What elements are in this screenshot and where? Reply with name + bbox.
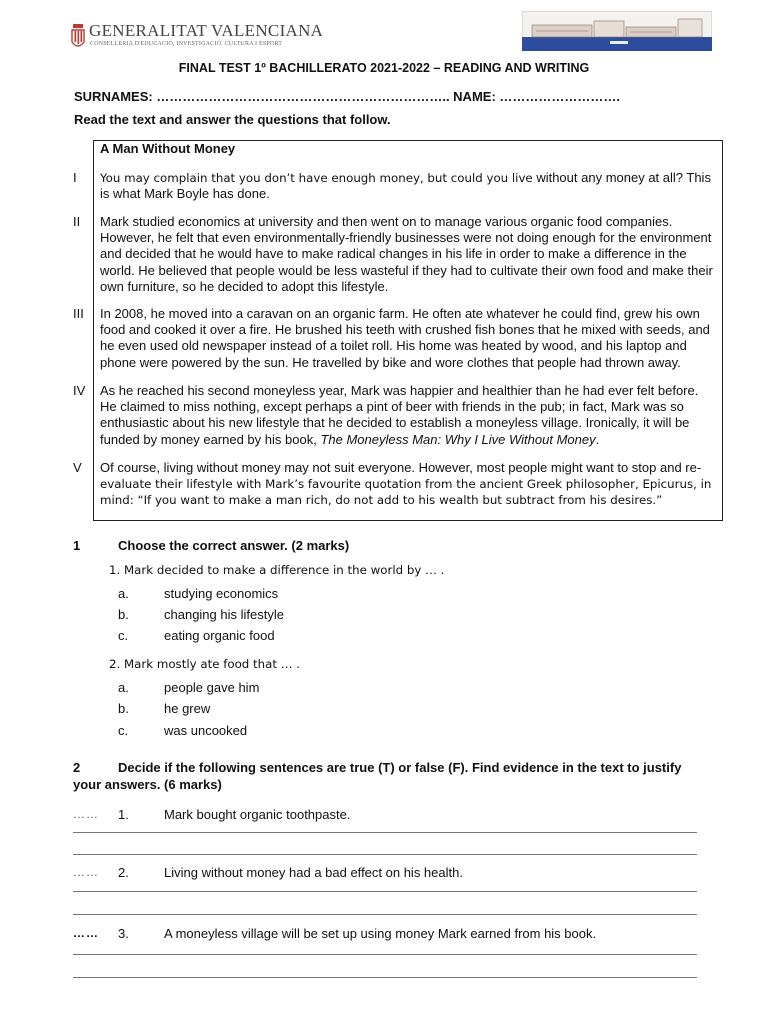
exercise-1-number: 1 bbox=[73, 538, 81, 553]
paragraph-1-part-b: without any money at all? This is what Mark Boyle has done. bbox=[100, 170, 711, 202]
paragraph-5-part-a: Of course, living without money may not suit everyone. However, most people might want to stop and re- bbox=[100, 460, 702, 475]
statement-number: 1. bbox=[118, 807, 129, 822]
exercise-1-heading: Choose the correct answer. (2 marks) bbox=[118, 538, 350, 553]
paragraph-5-part-b: evaluate their lifestyle with Mark’s favourite quotation from the ancient Greek philosopher, Epicurus, in mind: “If you want to make a man rich, do not add to his wealth but subtract from his desires.” bbox=[100, 477, 712, 508]
statement-text: A moneyless village will be set up using money Mark earned from his book. bbox=[164, 926, 597, 941]
option-text[interactable]: he grew bbox=[164, 701, 211, 716]
question-1-prompt: 1. Mark decided to make a difference in the world by … . bbox=[109, 563, 445, 577]
answer-line[interactable] bbox=[73, 832, 697, 833]
exercise-2-heading-cont: your answers. (6 marks) bbox=[73, 777, 222, 792]
exercise-2-number: 2 bbox=[73, 760, 81, 775]
statement-text: Mark bought organic toothpaste. bbox=[164, 807, 351, 822]
answer-blank[interactable]: …… bbox=[73, 926, 99, 940]
book-title: The Moneyless Man: Why I Live Without Money bbox=[320, 431, 596, 447]
option-letter: c. bbox=[118, 628, 129, 643]
surnames-name-field: SURNAMES: ………………………………………………………….. NAME: ………………………. bbox=[74, 89, 620, 104]
answer-line[interactable] bbox=[73, 954, 697, 955]
option-text[interactable]: changing his lifestyle bbox=[164, 607, 284, 622]
exercise-2-heading: Decide if the following sentences are true (T) or false (F). Find evidence in the text to justify bbox=[118, 760, 682, 775]
paragraph-4 bbox=[100, 383, 718, 448]
answer-line[interactable] bbox=[73, 977, 697, 978]
paragraph-numeral: III bbox=[73, 306, 84, 321]
reading-title: A Man Without Money bbox=[100, 141, 236, 156]
org-subtitle: CONSELLERIA D'EDUCACIÓ, INVESTIGACIÓ, CULTURA I ESPORT bbox=[90, 41, 283, 47]
statement-text: Living without money had a bad effect on his health. bbox=[164, 865, 463, 880]
answer-blank[interactable]: …… bbox=[73, 807, 99, 821]
paragraph-4-end: . bbox=[595, 431, 600, 447]
option-letter: a. bbox=[118, 586, 129, 601]
answer-line[interactable] bbox=[73, 854, 697, 855]
option-letter: c. bbox=[118, 723, 129, 738]
option-letter: b. bbox=[118, 607, 129, 622]
paragraph-1-part-a: You may complain that you don’t have enough money, but could you live bbox=[100, 171, 533, 185]
statement-number: 3. bbox=[118, 926, 129, 941]
answer-line[interactable] bbox=[73, 914, 697, 915]
question-2-prompt: 2. Mark mostly ate food that … . bbox=[109, 657, 301, 671]
answer-blank[interactable]: …… bbox=[73, 865, 99, 879]
org-name: GENERALITAT VALENCIANA bbox=[89, 21, 324, 40]
paragraph-4-text: As he reached his second moneyless year, Mark was happier and healthier than he had ever felt before. He claimed to miss nothing, except perhaps a pint of beer with friends in the pub; in fact, Mark was so enthusiastic about his new lifestyle that he decided to establish a moneyless village. Ironically, it will be funded by money earned by his book, bbox=[100, 383, 699, 447]
option-text[interactable]: studying economics bbox=[164, 586, 279, 601]
paragraph-numeral: II bbox=[73, 214, 81, 229]
paragraph-3: In 2008, he moved into a caravan on an organic farm. He often ate whatever he could find, grew his own food and cooked it over a fire. He brushed his teeth with crushed fish bones that he mixed with seeds, and he even used old newspaper instead of a toilet roll. His home was heated by wood, and his laptop and phone were powered by the sun. He travelled by bike and wore clothes that people had thrown away. bbox=[100, 306, 710, 370]
generalitat-logo bbox=[70, 20, 324, 54]
instruction: Read the text and answer the questions that follow. bbox=[74, 112, 391, 127]
option-text[interactable]: eating organic food bbox=[164, 628, 275, 643]
option-text[interactable]: was uncooked bbox=[164, 723, 248, 738]
school-building-image bbox=[522, 11, 712, 51]
paragraph-1 bbox=[100, 170, 718, 202]
answer-line[interactable] bbox=[73, 891, 697, 892]
option-text[interactable]: people gave him bbox=[164, 680, 260, 695]
coat-of-arms-icon bbox=[70, 22, 86, 52]
paragraph-numeral: IV bbox=[73, 383, 86, 398]
paragraph-numeral: V bbox=[73, 460, 82, 475]
paragraph-2: Mark studied economics at university and then went on to manage various organic food companies. However, he felt that even environmentally-friendly businesses were not doing enough for the environment and decided that he would have to make radical changes in his life in order to make a difference in the world. He believed that people would be less wasteful if they had to cultivate their own food and make their own furniture, so he decided to adopt this lifestyle. bbox=[100, 214, 713, 294]
statement-number: 2. bbox=[118, 865, 129, 880]
option-letter: b. bbox=[118, 701, 129, 716]
paragraph-5 bbox=[100, 460, 718, 509]
option-letter: a. bbox=[118, 680, 129, 695]
paragraph-numeral: I bbox=[73, 170, 77, 185]
page-title: FINAL TEST 1º BACHILLERATO 2021-2022 – READING AND WRITING bbox=[178, 61, 590, 75]
